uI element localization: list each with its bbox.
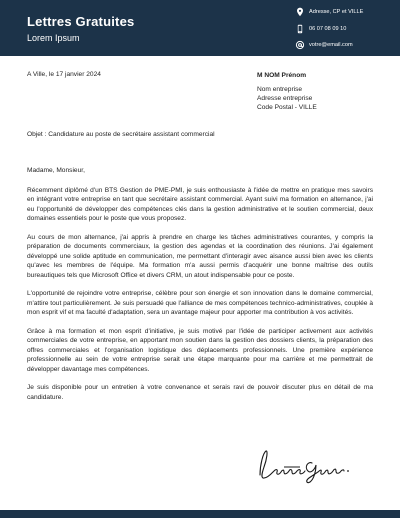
letter-paragraph-2: Au cours de mon alternance, j'ai appris à prendre en charge les tâches administratives courantes, y compris la préparation de documents commerciaux, la gestion des agendas et la coordination des réunions. J'ai également développé une solide aptitude en communication, me permettant d'interagir avec aisance aussi bien avec les clients qu'avec les membres de l'équipe. Ma formation m'a aussi permis d'acquérir une bonne maîtrise des outils bureautiques tels que Microsoft Office et divers CRM, un atout indispensable pour ce poste. [27,233,373,279]
handwritten-signature [254,445,354,487]
letter-subject: Objet : Candidature au poste de secrétaire assistant commercial [27,131,215,138]
letter-paragraph-5: Je suis disponible pour un entretien à votre convenance et serais ravi de pouvoir discuter plus en détail de ma candidature. [27,384,373,401]
recipient-name: M NOM Prénom [257,72,307,79]
letter-paragraph-3: L'opportunité de rejoindre votre entreprise, célèbre pour son énergie et son innovation dans le domaine commercial, m'attire tout particulièrement. Je suis persuadé que l'alliance de mes compétences technico-administratives, couplée à mon esprit vif et ma faculté d'adaptation, sera un avantage majeur pour apporter ma contribution à vos activités. [27,290,373,316]
location-pin-icon [295,7,305,17]
letter-paragraph-1: Récemment diplômé d'un BTS Gestion de PME-PMI, je suis enthousiaste à l'idée de mettre en pratique mes savoirs en intégrant votre entreprise en tant que secrétaire assistant commercial. Ayant suivi ma formation en alternance, j'ai eu l'opportunité de développer des compétences clés dans la gestion administrative et le soutien commercial, deux domaines essentiels pour le poste que vous proposez. [27,186,373,222]
recipient-block [257,71,317,112]
contact-address [295,7,363,17]
at-sign-icon [295,40,305,50]
brand-title: Lettres Gratuites [27,14,135,29]
footer-bar [0,510,400,518]
phone-text: 06 07 08 09 10 [309,26,347,32]
letter-body [27,166,373,411]
city-date: A Ville, le 17 janvier 2024 [27,71,101,78]
letterhead-banner [0,0,400,56]
email-text: votre@email.com [309,42,353,48]
contact-phone [295,24,346,34]
salutation: Madame, Monsieur, [27,167,85,174]
brand-subtitle: Lorem Ipsum [27,33,80,43]
phone-icon [295,24,305,34]
address-text: Adresse, CP et VILLE [309,9,364,15]
recipient-postal: Code Postal - VILLE [257,104,317,111]
letter-paragraph-4: Grâce à ma formation et mon esprit d'initiative, je suis motivé par l'idée de participer activement aux activités commerciales de votre entreprise, en apportant mon soutien dans la gestion des dossiers clients, la préparation des offres commerciales et l'organisation logistique des déplacements professionnels. Une première expérience professionnelle au sein de votre entreprise serait une étape marquante pour ma carrière et me permettrait de développer davantage mes compétences. [27,327,373,373]
recipient-address: Adresse entreprise [257,95,313,102]
contact-email [295,40,353,50]
recipient-company: Nom entreprise [257,86,303,93]
